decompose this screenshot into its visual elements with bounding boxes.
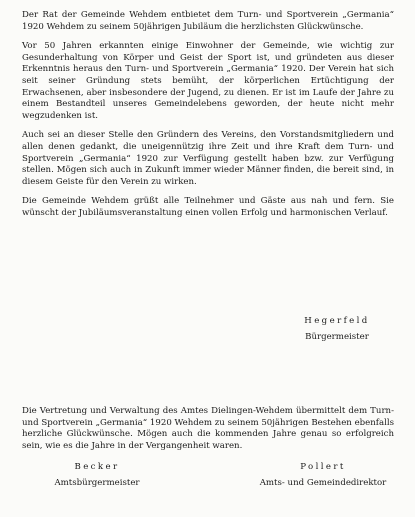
- paragraph-thanks: Auch sei an dieser Stelle den Gründern des Vereins, den Vorstandsmitgliedern und allen denen gedankt, die uneigennützig ihre Zeit und ihre Kraft dem Turn- und Sportverein „Germania“ 1920 zur Verfügung gestellt haben bzw. zur Verfügung stellen. Mögen sich auch in Zukunft immer wieder Männer finden, die bereit sind, in diesem Geiste für den Verein zu wirken.: [22, 130, 394, 187]
- paragraph-greeting: Der Rat der Gemeinde Wehdem entbietet dem Turn- und Sportverein „Germania“ 1920 Wehdem zu seinem 50jährigen Jubiläum die herzlichsten Glückwünsche.: [22, 10, 394, 32]
- signature-title: Bürgermeister: [305, 332, 369, 342]
- signature-name: Pollert: [300, 462, 346, 472]
- letter-council: [22, 10, 394, 228]
- paragraph-office-greeting: Die Vertretung und Verwaltung des Amtes Dielingen-Wehdem übermittelt dem Turn- und Sportverein „Germania“ 1920 Wehdem zu seinem 50jährigen Bestehen ebenfalls herzliche Glückwünsche. Mögen auch die kommenden Jahre genau so erfolgreich sein, wie es die Jahre in der Vergangenheit waren.: [22, 406, 394, 451]
- signature-name: Becker: [74, 462, 120, 472]
- signature-mayor: [278, 315, 396, 343]
- paragraph-wishes: Die Gemeinde Wehdem grüßt alle Teilnehmer und Gäste aus nah und fern. Sie wünscht der Jubiläumsveranstaltung einen vollen Erfolg und harmonischen Verlauf.: [22, 196, 394, 218]
- signature-amtsbuergermeister: [22, 461, 172, 489]
- signature-title: Amts- und Gemeindedirektor: [259, 478, 387, 488]
- signature-title: Amtsbürgermeister: [54, 478, 140, 488]
- letter-office: [22, 406, 394, 460]
- signature-gemeindedirektor: [248, 461, 398, 489]
- paragraph-history: Vor 50 Jahren erkannten einige Einwohner der Gemeinde, wie wichtig zur Gesunderhaltung von Körper und Geist der Sport ist, und gründeten aus dieser Erkenntnis heraus den Turn- und Sportverein „Germania“ 1920. Der Verein hat sich seit seiner Gründung stets bemüht, der körperlichen Ertüchtigung der Erwachsenen, aber insbesondere der Jugend, zu dienen. Er ist im Laufe der Jahre zu einem Bestandteil unseres Gemeindelebens geworden, der heute nicht mehr wegzudenken ist.: [22, 41, 394, 121]
- signature-name: Hegerfeld: [304, 316, 370, 326]
